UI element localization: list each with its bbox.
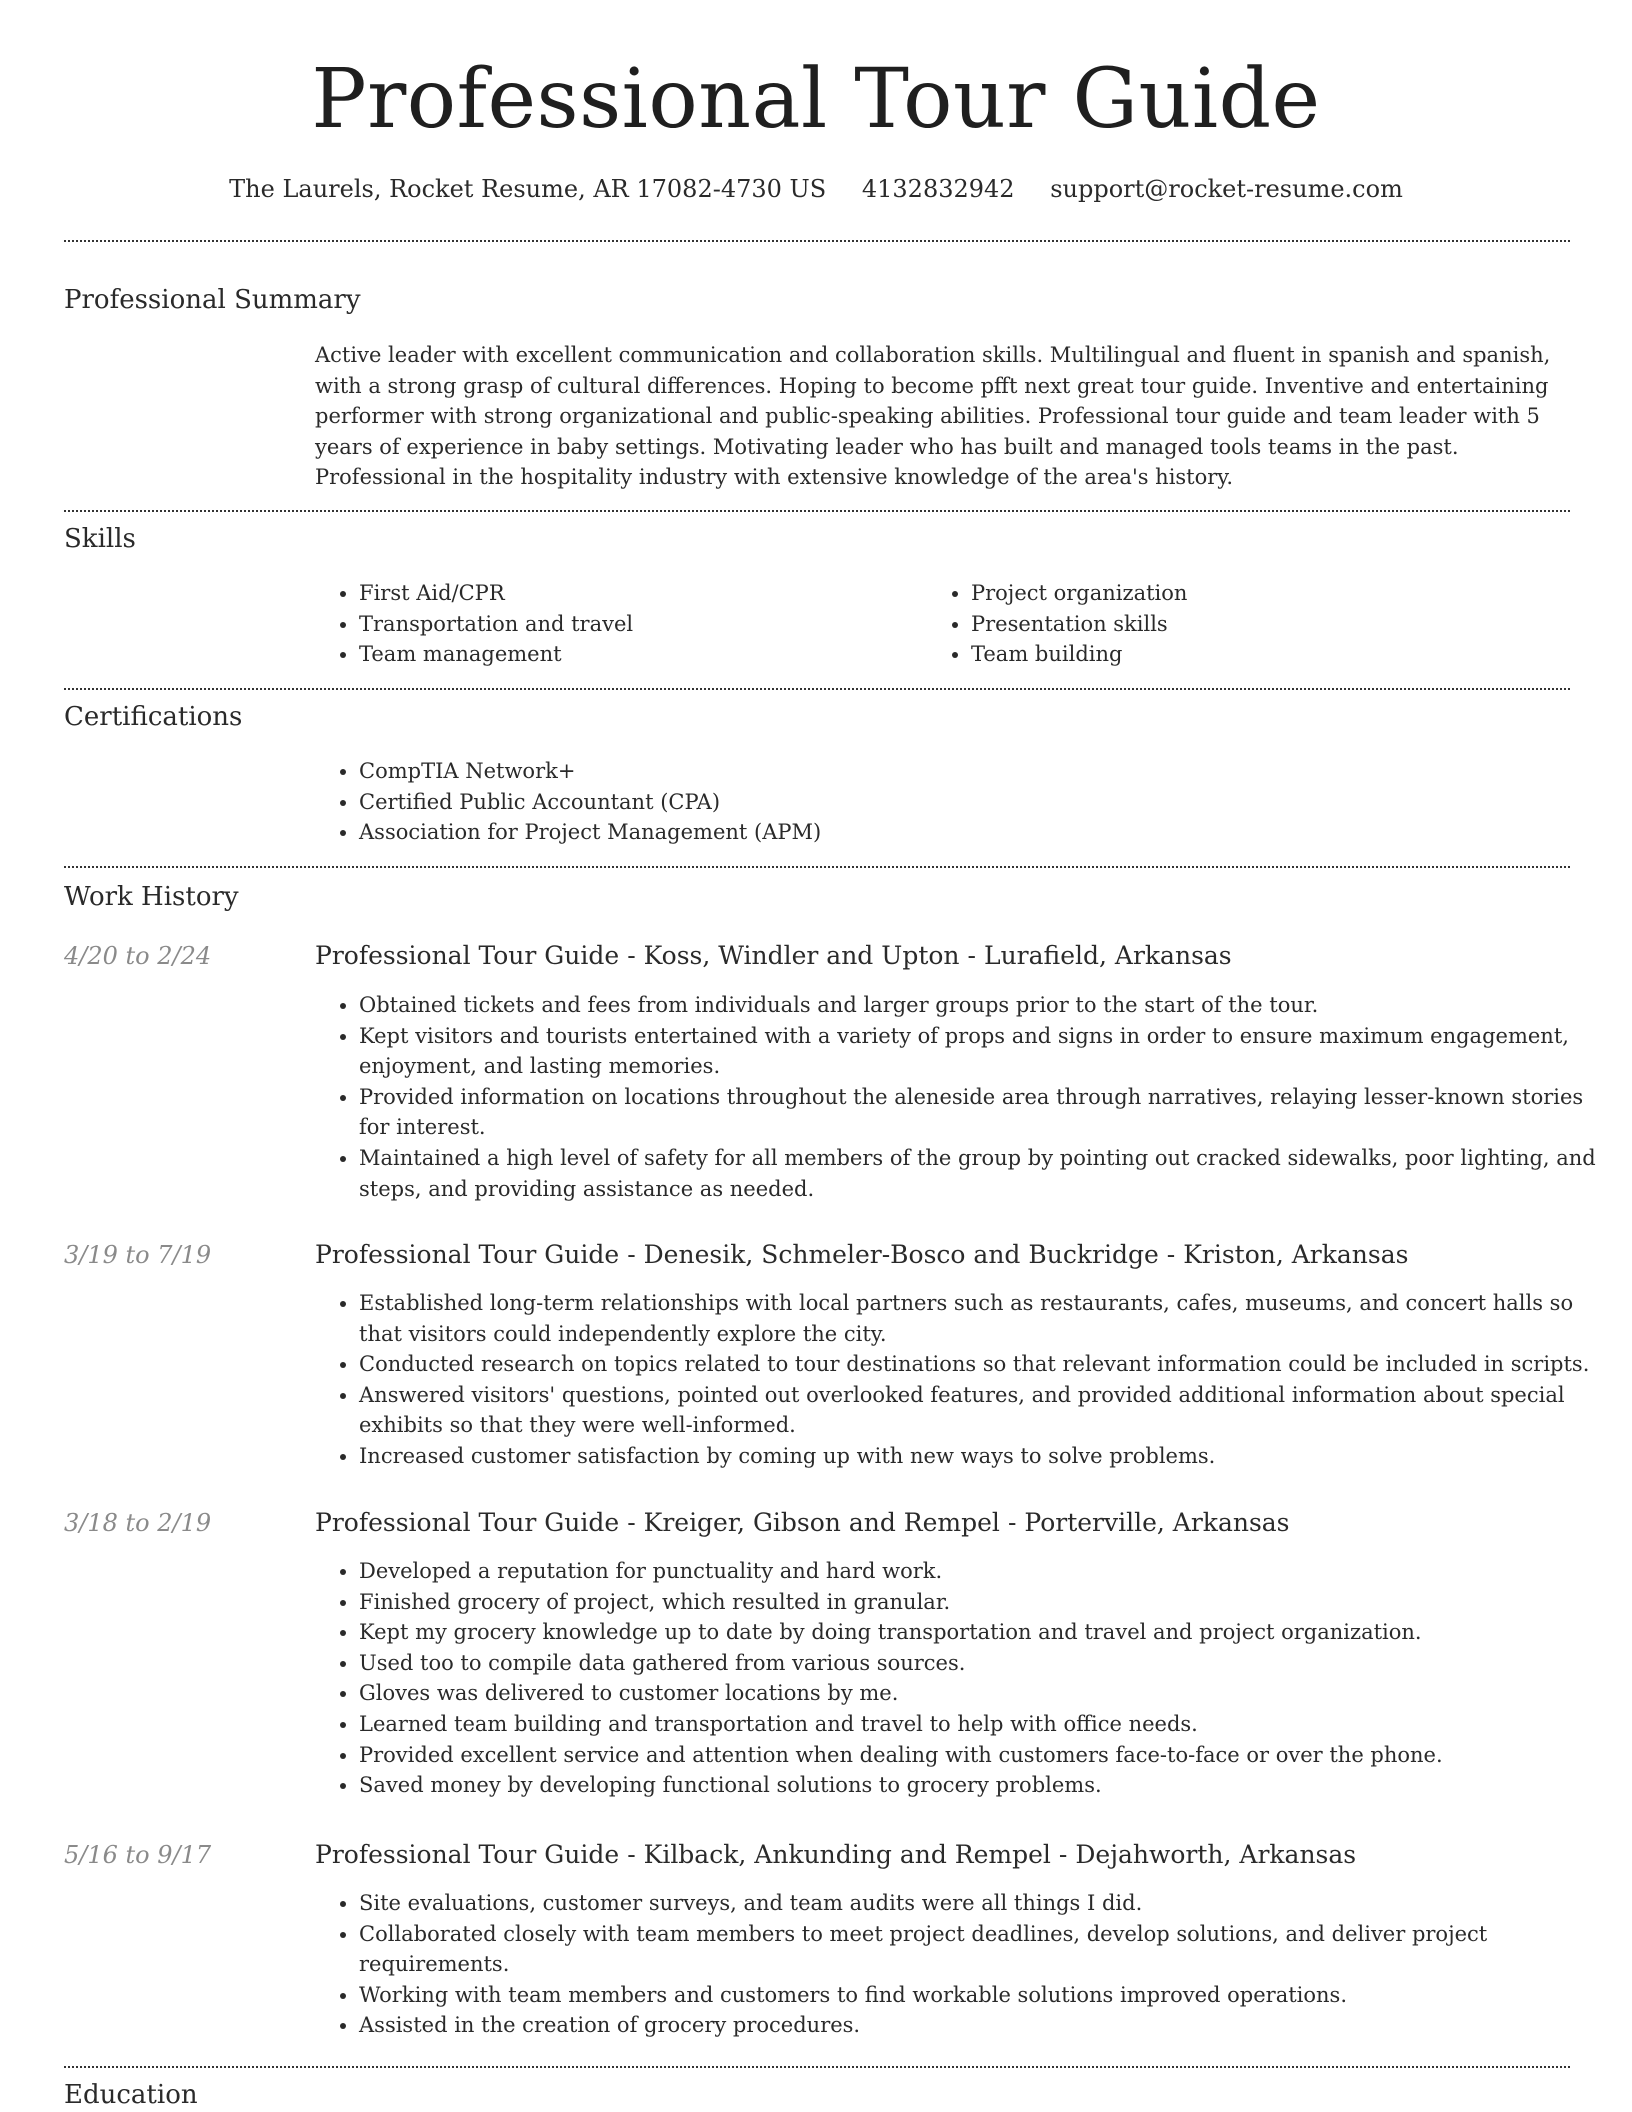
job-location: Lurafield, Arkansas bbox=[983, 941, 1232, 970]
skill-item: • Team management bbox=[359, 639, 919, 670]
job-bullet: • Increased customer satisfaction by coming up with new ways to solve problems. bbox=[359, 1441, 1617, 1472]
job-title: Professional Tour Guide bbox=[315, 941, 620, 970]
skill-item: • Project organization bbox=[971, 578, 1571, 609]
job-bullet: • Obtained tickets and fees from individuals and larger groups prior to the start of the tour. bbox=[359, 990, 1617, 1021]
job-separator: - bbox=[1058, 1840, 1068, 1869]
divider bbox=[64, 240, 1570, 242]
skills-list-left bbox=[315, 578, 919, 670]
certification-item: • CompTIA Network+ bbox=[359, 756, 1559, 787]
contact-address: The Laurels, Rocket Resume, AR 17082-4730 US bbox=[229, 175, 827, 203]
job-company: Denesik, Schmeler-Bosco and Buckridge bbox=[643, 1240, 1159, 1269]
job-location: Porterville, Arkansas bbox=[1024, 1508, 1290, 1537]
job-heading bbox=[315, 939, 1232, 973]
job-bullet: • Provided excellent service and attention when dealing with customers face-to-face or over the phone. bbox=[359, 1740, 1617, 1771]
section-title-education: Education bbox=[64, 2080, 198, 2110]
job-bullet: • Maintained a high level of safety for all members of the group by pointing out cracked sidewalks, poor lighting, and steps, and providing assistance as needed. bbox=[359, 1143, 1617, 1204]
job-bullets bbox=[315, 1288, 1617, 1472]
section-title-skills: Skills bbox=[64, 524, 136, 554]
job-bullet: • Working with team members and customers to find workable solutions improved operations. bbox=[359, 1980, 1617, 2011]
job-company: Koss, Windler and Upton bbox=[643, 941, 960, 970]
contact-email: support@rocket-resume.com bbox=[1050, 175, 1403, 203]
section-title-summary: Professional Summary bbox=[64, 285, 361, 315]
job-title: Professional Tour Guide bbox=[315, 1840, 620, 1869]
job-bullet: • Answered visitors' questions, pointed out overlooked features, and provided additional information about special exhibits so that they were well-informed. bbox=[359, 1380, 1617, 1441]
job-bullet: • Used too to compile data gathered from various sources. bbox=[359, 1648, 1617, 1679]
job-bullet: • Finished grocery of project, which resulted in granular. bbox=[359, 1587, 1617, 1618]
job-bullet: • Assisted in the creation of grocery procedures. bbox=[359, 2010, 1617, 2041]
skills-list-right bbox=[927, 578, 1571, 670]
contact-line bbox=[0, 172, 1632, 206]
job-bullet: • Developed a reputation for punctuality and hard work. bbox=[359, 1556, 1617, 1587]
job-bullet: • Established long-term relationships with local partners such as restaurants, cafes, museums, and concert halls so that visitors could independently explore the city. bbox=[359, 1288, 1617, 1349]
job-location: Dejahworth, Arkansas bbox=[1075, 1840, 1357, 1869]
job-heading bbox=[315, 1506, 1290, 1540]
job-bullet: • Saved money by developing functional solutions to grocery problems. bbox=[359, 1770, 1617, 1801]
job-separator: - bbox=[627, 1840, 636, 1869]
contact-phone: 4132832942 bbox=[861, 175, 1015, 203]
divider bbox=[64, 510, 1570, 512]
section-title-certifications: Certifications bbox=[64, 702, 243, 732]
job-heading bbox=[315, 1238, 1408, 1272]
divider bbox=[64, 866, 1570, 868]
divider bbox=[64, 2066, 1570, 2068]
job-heading bbox=[315, 1838, 1356, 1872]
certification-item: • Certified Public Accountant (CPA) bbox=[359, 787, 1559, 818]
certification-item: • Association for Project Management (APM) bbox=[359, 817, 1559, 848]
job-separator: - bbox=[1007, 1508, 1017, 1537]
job-dates: 3/18 to 2/19 bbox=[64, 1509, 212, 1537]
job-bullets bbox=[315, 990, 1617, 1204]
job-bullet: • Learned team building and transportation and travel to help with office needs. bbox=[359, 1709, 1617, 1740]
job-separator: - bbox=[1166, 1240, 1176, 1269]
job-company: Kreiger, Gibson and Rempel bbox=[643, 1508, 1000, 1537]
job-bullet: • Site evaluations, customer surveys, and team audits were all things I did. bbox=[359, 1888, 1617, 1919]
job-dates: 5/16 to 9/17 bbox=[64, 1841, 212, 1869]
divider bbox=[64, 688, 1570, 690]
job-bullet: • Conducted research on topics related to tour destinations so that relevant information could be included in scripts. bbox=[359, 1349, 1617, 1380]
job-dates: 3/19 to 7/19 bbox=[64, 1241, 212, 1269]
job-bullets bbox=[315, 1556, 1617, 1801]
job-bullets bbox=[315, 1888, 1617, 2041]
job-company: Kilback, Ankunding and Rempel bbox=[643, 1840, 1051, 1869]
skill-item: • Transportation and travel bbox=[359, 609, 919, 640]
job-bullet: • Kept visitors and tourists entertained with a variety of props and signs in order to ensure maximum engagement, enjoyment, and lasting memories. bbox=[359, 1021, 1617, 1082]
job-bullet: • Gloves was delivered to customer locations by me. bbox=[359, 1678, 1617, 1709]
job-bullet: • Collaborated closely with team members to meet project deadlines, develop solutions, and deliver project requirements. bbox=[359, 1919, 1617, 1980]
skill-item: • Team building bbox=[971, 639, 1571, 670]
summary-text: Active leader with excellent communication and collaboration skills. Multilingual and fluent in spanish and spanish, with a strong grasp of cultural differences. Hoping to become pfft next great tour guide. Inventive and entertaining performer with strong organizational and public-speaking abilities. Professional tour guide and team leader with 5 years of experience in baby settings. Motivating leader who has built and managed tools teams in the past. Professional in the hospitality industry with extensive knowledge of the area's history. bbox=[315, 343, 1551, 490]
job-separator: - bbox=[627, 941, 636, 970]
job-dates: 4/20 to 2/24 bbox=[64, 942, 212, 970]
section-title-work-history: Work History bbox=[64, 882, 239, 912]
job-bullet: • Provided information on locations throughout the aleneside area through narratives, relaying lesser-known stories for interest. bbox=[359, 1082, 1617, 1143]
job-bullet: • Kept my grocery knowledge up to date by doing transportation and travel and project organization. bbox=[359, 1617, 1617, 1648]
job-separator: - bbox=[627, 1508, 636, 1537]
job-location: Kriston, Arkansas bbox=[1183, 1240, 1409, 1269]
job-separator: - bbox=[967, 941, 976, 970]
job-separator: - bbox=[627, 1240, 636, 1269]
job-title: Professional Tour Guide bbox=[315, 1508, 620, 1537]
job-title: Professional Tour Guide bbox=[315, 1240, 620, 1269]
skill-item: • First Aid/CPR bbox=[359, 578, 919, 609]
certifications-list bbox=[315, 756, 1559, 848]
skill-item: • Presentation skills bbox=[971, 609, 1571, 640]
resume-name: Professional Tour Guide bbox=[311, 52, 1321, 147]
